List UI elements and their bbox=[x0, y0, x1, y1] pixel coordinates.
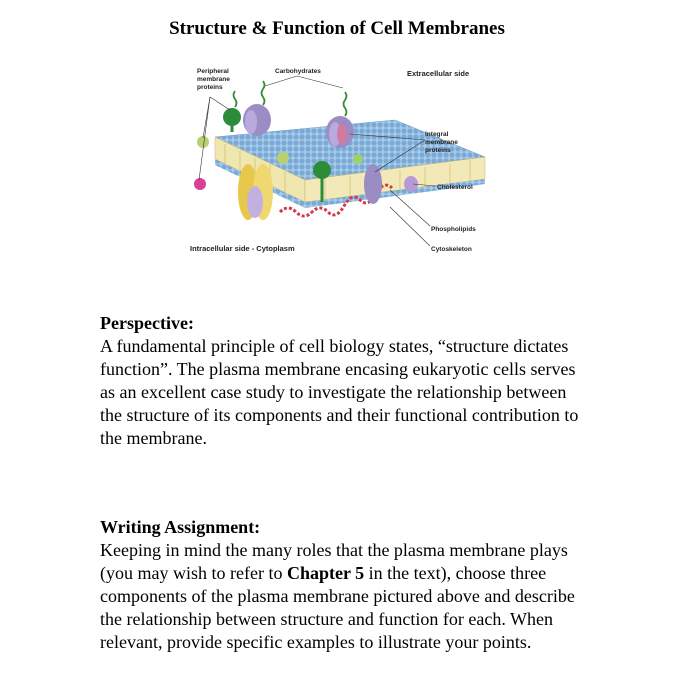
carbohydrate-chain bbox=[234, 91, 237, 107]
label-integral-2: membrane bbox=[425, 139, 458, 146]
peripheral-protein bbox=[194, 178, 206, 190]
peripheral-protein bbox=[223, 108, 241, 126]
writing-heading: Writing Assignment: bbox=[100, 517, 261, 537]
label-peripheral-2: membrane bbox=[197, 76, 230, 83]
writing-assignment-section bbox=[100, 516, 580, 654]
label-integral-3: proteins bbox=[425, 147, 451, 154]
label-extracellular: Extracellular side bbox=[407, 69, 470, 78]
label-peripheral-1: Peripheral bbox=[197, 68, 229, 75]
label-carbohydrates: Carbohydrates bbox=[275, 68, 321, 75]
peripheral-protein bbox=[313, 161, 331, 179]
cell-membrane-diagram bbox=[185, 62, 505, 262]
writing-body-end: in the text), choose three components of the plasma membrane pictured above and describe the relationship between structure and function for each. When relevant, provide specific examples to illustrate your points. bbox=[100, 563, 575, 652]
label-integral-1: Integral bbox=[425, 131, 449, 138]
chapter-reference: Chapter 5 bbox=[286, 563, 365, 583]
label-cytoskeleton: Cytoskeleton bbox=[431, 246, 472, 253]
label-peripheral-3: proteins bbox=[197, 84, 223, 91]
writing-body-start: Keeping in mind the many roles that the plasma membrane plays (you may wish to refer to bbox=[100, 540, 568, 583]
perspective-heading: Perspective: bbox=[100, 313, 194, 333]
carbohydrate-chain bbox=[344, 92, 347, 116]
perspective-body: A fundamental principle of cell biology states, “structure dictates function”. The plasma membrane encasing eukaryotic cells serves as an excellent case study to investigate the relationship between the structure of its components and their functional contribution to the membrane. bbox=[100, 336, 579, 448]
label-intracellular: Intracellular side - Cytoplasm bbox=[190, 244, 295, 253]
page-title: Structure & Function of Cell Membranes bbox=[169, 18, 505, 39]
carbohydrate-chain bbox=[262, 81, 265, 105]
label-cholesterol: Cholesterol bbox=[437, 184, 473, 191]
perspective-section bbox=[100, 312, 580, 450]
writing-body bbox=[100, 539, 580, 654]
integral-protein bbox=[364, 164, 382, 204]
label-phospholipids: Phospholipids bbox=[431, 226, 476, 233]
